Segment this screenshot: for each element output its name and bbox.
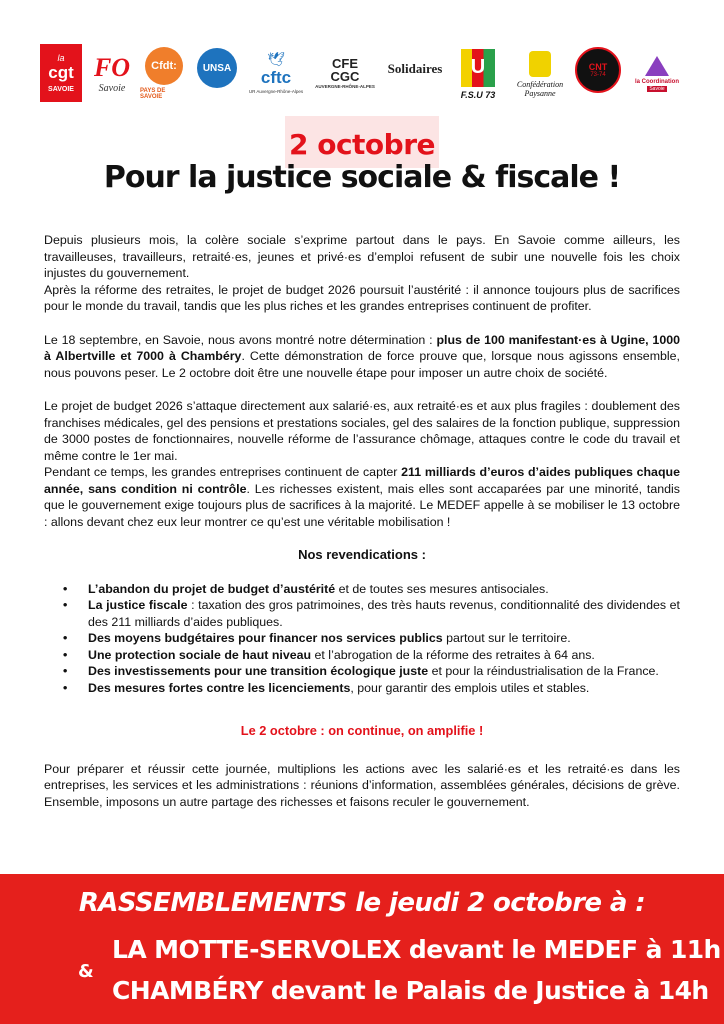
cgt-small: la <box>57 53 65 63</box>
solidaires-brand: Solidaires <box>387 61 443 76</box>
claims-heading: Nos revendications : <box>298 547 426 562</box>
bullet-icon: • <box>63 664 68 678</box>
list-item <box>63 630 680 647</box>
cgt-logo <box>40 44 82 102</box>
ampersand: & <box>78 961 94 982</box>
claim-text: : taxation des gros patrimoines, des très hauts revenus, conditionnalité des dividendes et des 211 milliards d’aides publiques. <box>88 598 680 629</box>
farmer-icon <box>529 51 551 77</box>
page-title: Pour la justice sociale & fiscale ! <box>103 160 621 195</box>
fsu-sub: F.S.U 73 <box>460 89 496 100</box>
claim-bold: La justice fiscale <box>88 598 188 612</box>
cfecgc-logo <box>314 42 376 104</box>
cftc-sub: UR Auvergne-Rhône-Alpes <box>248 89 304 95</box>
claim-bold: L’abandon du projet de budget d’austérité <box>88 581 336 596</box>
banner-title: RASSEMBLEMENTS le jeudi 2 octobre à : <box>78 888 646 918</box>
cnt-sub: 73-74 <box>590 72 606 78</box>
solidaires-logo <box>380 54 450 84</box>
cfdt-brand: Cfdt: <box>151 59 177 72</box>
rally-location-2: CHAMBÉRY devant le Palais de Justice à 14h <box>112 976 709 1005</box>
bullet-icon: • <box>63 598 68 612</box>
list-item <box>63 581 680 598</box>
cftc-brand: cftc <box>260 68 292 88</box>
paragraph-action: Pour préparer et réussir cette journée, multiplions les actions avec les salarié·es et les retraité·es dans les entreprises, les services et les administrations : réunions d’information, assemblées générales, décisions de grève. Ensemble, imposons un autre partage des richesses et faisons reculer le gouvernement. <box>44 761 680 809</box>
cnt-logo <box>574 46 622 94</box>
bullet-icon: • <box>63 581 68 596</box>
event-date: 2 octobre <box>288 128 436 161</box>
claim-text: et de toutes ses mesures antisociales. <box>335 581 549 596</box>
rally-banner <box>0 874 724 1024</box>
paragraph-intro: Depuis plusieurs mois, la colère sociale s’exprime partout dans le pays. En Savoie comme ailleurs, les travailleuses, travailleurs, retraité·es, jeunes et privé·es d’emploi refusent de subir une nouvelle fois les choix injustes du gouvernement. <box>44 233 680 280</box>
unsa-brand: UNSA <box>202 62 232 74</box>
cnt-brand: CNT <box>588 62 608 72</box>
triangle-icon <box>645 56 669 76</box>
cgt-sub: SAVOIE <box>48 86 74 93</box>
cgt-brand: cgt <box>48 63 74 82</box>
fo-logo <box>90 44 134 102</box>
paragraph-september <box>44 332 680 382</box>
p5-bold: 211 milliards d’euros d’aides publiques chaque année, sans condition ni contrôle <box>44 465 680 496</box>
coord-sub: Savoie <box>649 86 665 92</box>
body-text <box>44 232 680 810</box>
fo-sub: Savoie <box>98 82 126 94</box>
bullet-icon: • <box>63 680 68 695</box>
fsu-brand: U <box>470 56 486 78</box>
list-item <box>63 647 680 664</box>
union-logos-row <box>40 40 680 106</box>
rally-location-1: LA MOTTE-SERVOLEX devant le MEDEF à 11h <box>112 935 721 964</box>
fsu-logo <box>454 44 502 104</box>
coordination-logo <box>632 44 682 104</box>
p3-bold: plus de 100 manifestant·es à Ugine, 1000 à Albertville et 7000 à Chambéry <box>44 332 680 363</box>
cfdt-sub: PAYS DE SAVOIE <box>140 87 166 100</box>
unsa-logo <box>195 46 239 90</box>
bullet-icon: • <box>63 631 68 645</box>
claim-text: et l’abrogation de la réforme des retraites à 64 ans. <box>311 647 595 662</box>
claim-bold: Une protection sociale de haut niveau <box>88 647 312 662</box>
slogan: Le 2 octobre : on continue, on amplifie ! <box>240 723 484 738</box>
confederation-paysanne-logo <box>510 44 570 104</box>
cftc-logo <box>245 44 307 102</box>
claim-text: , pour garantir des emplois utiles et stables. <box>350 680 590 695</box>
claim-text: et pour la réindustrialisation de la France. <box>428 664 659 678</box>
p3-text-c: . Cette démonstration de force prouve que, lorsque nous agissons ensemble, nous pouvons peser. Le 2 octobre doit être une nouvelle étape pour imposer un autre choix de société. <box>44 349 680 380</box>
paragraph-companies <box>44 464 680 530</box>
p5-text-c: . Les richesses existent, mais elles sont accaparées par une minorité, tandis que le gouvernement exige toujours plus de sacrifices à la majorité. Le MEDEF appelle à se mobiliser le 13 octobre : allons devant chez eux leur montrer ce qu’est une véritable mobilisation ! <box>44 481 680 529</box>
paragraph-budget: Le projet de budget 2026 s’attaque directement aux salarié·es, aux retraité·es et aux plus fragiles : doublement des franchises médicales, gel des pensions et prestations sociales, gel des salaires de la fonction publique, suppression de 3000 postes de fonctionnaires, nouvelle réforme de l’assurance chômage, attaques contre le code du travail et même contre le 1er mai. <box>44 399 680 463</box>
p3-text-a: Le 18 septembre, en Savoie, nous avons montré notre détermination : <box>44 332 437 347</box>
paragraph-austerity: Après la réforme des retraites, le projet de budget 2026 poursuit l’austérité : il annonce toujours plus de sacrifices pour le monde du travail, tandis que les plus riches et les grandes entreprises continuent de profiter. <box>44 282 680 313</box>
claim-bold: Des investissements pour une transition écologique juste <box>88 664 429 678</box>
conf-brand: Confédération Paysanne <box>516 79 564 98</box>
claim-text: partout sur le territoire. <box>442 631 571 645</box>
list-item <box>63 680 680 697</box>
cfdt-logo <box>140 42 188 104</box>
claim-bold: Des moyens budgétaires pour financer nos services publics <box>88 631 443 645</box>
bullet-icon: • <box>63 647 68 662</box>
claim-bold: Des mesures fortes contre les licenciements <box>88 680 351 695</box>
dove-icon: 🕊 <box>267 51 285 68</box>
claims-list <box>44 581 680 697</box>
list-item <box>63 597 680 630</box>
coord-brand: la Coordination <box>635 79 679 85</box>
p5-text-a: Pendant ce temps, les grandes entreprises continuent de capter <box>44 465 402 479</box>
cfecgc-sub: AUVERGNE-RHÔNE-ALPES <box>315 83 375 89</box>
list-item <box>63 663 680 680</box>
fo-brand: FO <box>93 52 131 82</box>
cfecgc-brand: CFE CGC <box>330 55 360 84</box>
